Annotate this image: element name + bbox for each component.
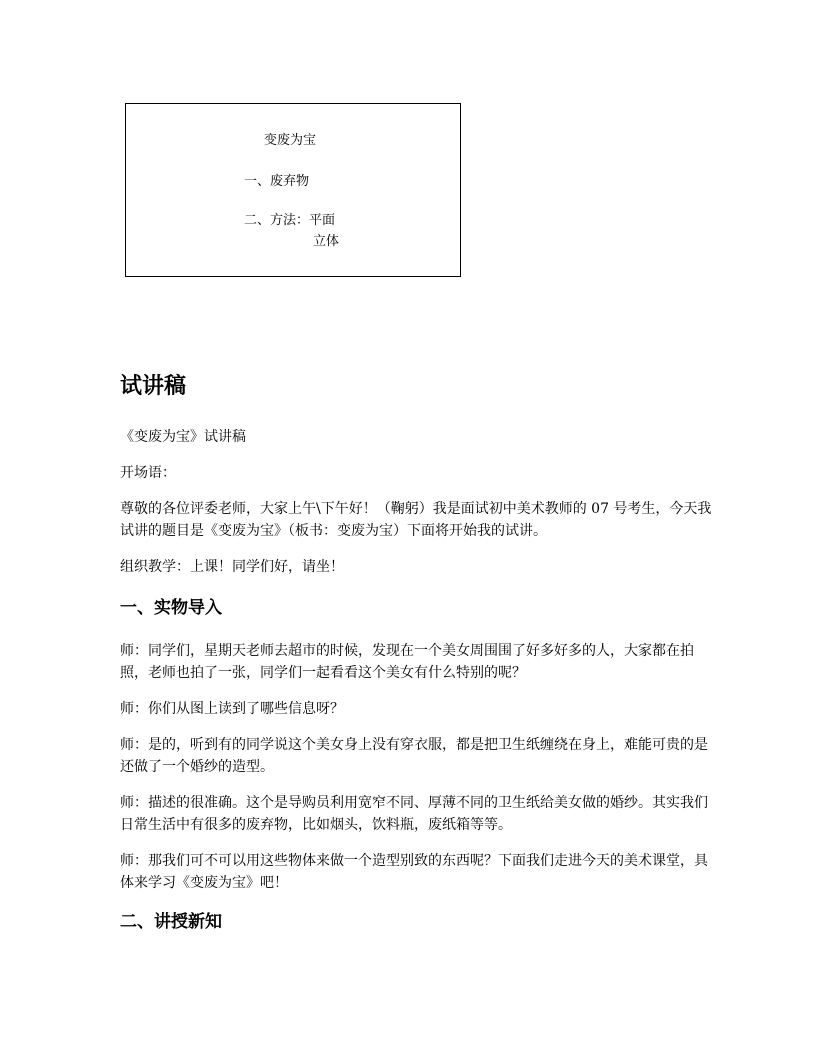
page-heading: 试讲稿 bbox=[120, 374, 187, 399]
paragraph-organize: 组织教学：上课！同学们好，请坐！ bbox=[120, 559, 344, 575]
blackboard-design-box bbox=[125, 103, 461, 277]
board-item-waste: 一、废弃物 bbox=[244, 174, 310, 189]
section-heading-1: 一、实物导入 bbox=[120, 598, 222, 618]
board-item-method: 二、方法：平面 bbox=[244, 213, 336, 228]
paragraph-1: 师：同学们，星期天老师去超市的时候，发现在一个美女周围围了好多好多的人，大家都在拍照，老师也拍了一张，同学们一起看看这个美女有什么特别的呢？ bbox=[120, 643, 694, 681]
section-heading-2: 二、讲授新知 bbox=[120, 912, 222, 932]
board-title: 变废为宝 bbox=[264, 133, 317, 148]
board-item-method-sub: 立体 bbox=[313, 234, 340, 249]
paragraph-5: 师：那我们可不可以用这些物体来做一个造型别致的东西呢？下面我们走进今天的美术课堂，具体来学习《变废为宝》吧！ bbox=[120, 853, 708, 891]
paragraph-greeting: 尊敬的各位评委老师，大家上午\下午好！（鞠躬）我是面试初中美术教师的 07 号考生，今天我试讲的题目是《变废为宝》（板书：变废为宝）下面将开始我的试讲。 bbox=[120, 501, 712, 539]
paragraph-2: 师：你们从图上读到了哪些信息呀？ bbox=[120, 701, 344, 717]
opening-label: 开场语： bbox=[120, 465, 176, 481]
document-subtitle: 《变废为宝》试讲稿 bbox=[120, 429, 246, 445]
paragraph-4: 师：描述的很准确。这个是导购员利用宽窄不同、厚薄不同的卫生纸给美女做的婚纱。其实我们日常生活中有很多的废弃物，比如烟头，饮料瓶，废纸箱等等。 bbox=[120, 795, 708, 833]
paragraph-3: 师：是的，听到有的同学说这个美女身上没有穿衣服，都是把卫生纸缠绕在身上，难能可贵的是还做了一个婚纱的造型。 bbox=[120, 737, 708, 775]
